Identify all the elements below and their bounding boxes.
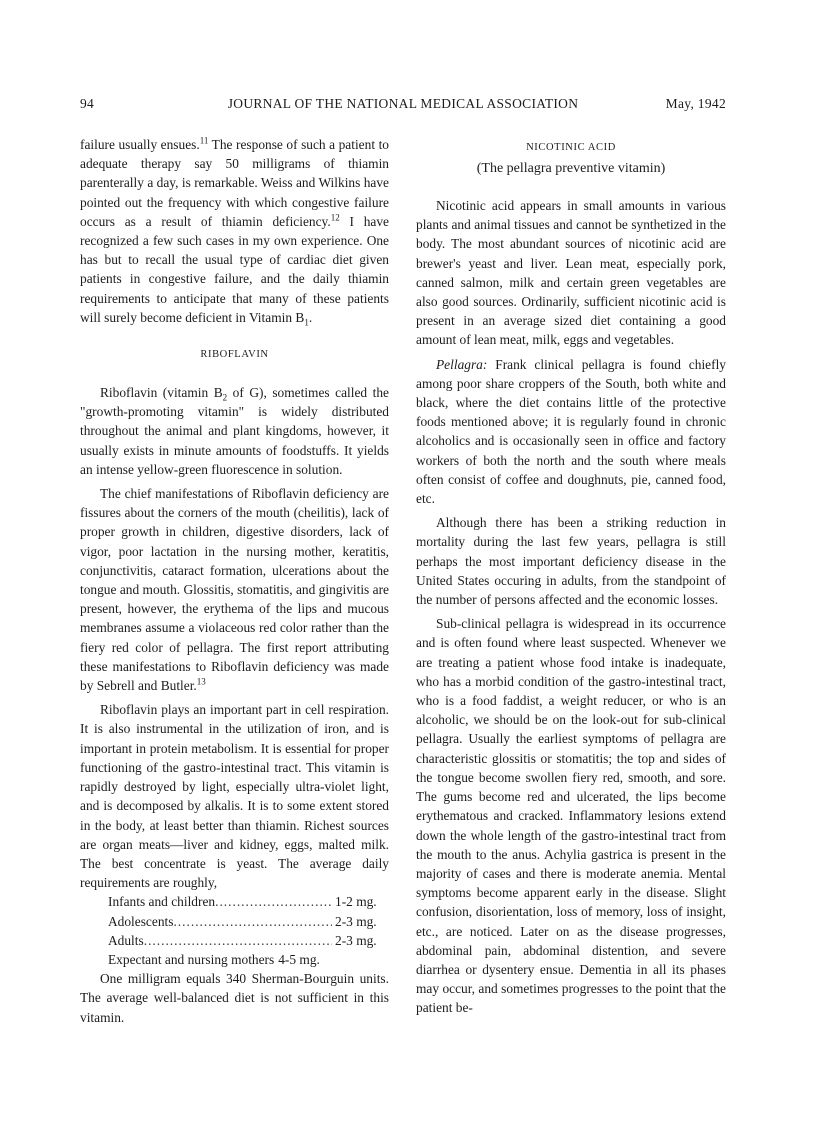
paragraph: failure usually ensues.$^{11}$ The response of such a patient to adequate therapy say 50 milligrams of thiamin parenterally a day, is remarkable. Weiss and Wilkins have pointed out the frequency with which congestive failure occurs as a result of thiamin deficiency.$^{12}$ I have recognized a few such cases in my own experience. One has but to recall the usual type of cardiac diet given patients in congestive failure, and the daily thiamin requirements to anticipate that many of these patients will surely become deficient in Vitamin $B_1$. [80,135,389,328]
journal-title: JOURNAL OF THE NATIONAL MEDICAL ASSOCIATION [227,96,579,111]
section-heading-riboflavin: RIBOFLAVIN [200,349,269,361]
footnote-ref: 11 [199,135,209,146]
list-item: Infants and children ..... 1-2 mg. [108,892,389,911]
footnote-ref: 12 [330,212,340,223]
paragraph: Pellagra: Frank clinical pellagra is found chiefly among poor share croppers of the South, both white and black, where the diet contains little of the protective foods mentioned above; it is regularly found in chronic alcoholics and is occasionally seen in office and factory workers of both the north and the south where meals often consist of coffee and doughnuts, pie, canned food, etc. [416,356,726,507]
list-item: Adolescents ..... 2-3 mg. [108,912,389,931]
footnote-ref: 13 [196,676,206,687]
paragraph: Riboflavin (vitamin $B_2$ of G), sometimes called the "growth-promoting vitamin" is widely distributed throughout the animal and plant kingdoms, however, it usually exists in minute amounts of foodstuffs. It yields an intense yellow-green fluorescence in solution. [80,385,389,477]
paragraph: The chief manifestations of Riboflavin deficiency are fissures about the corners of the mouth (cheilitis), lack of proper growth in children, digestive disorders, lack of vigor, poor lactation in the nursing mother, keratitis, conjunctivitis, cataract formation, ulcerations about the tongue and mouth. Glossitis, stomatitis, and gingivitis are present, however, the erythema of the lips and mucous membranes assume a violaceous red color rather than the fiery red color of pellagra. The first report attributing these manifestations to Riboflavin deficiency was made by Sebrell and Butler.$^{13}$ [80,486,389,694]
running-header [80,96,726,114]
requirements-list [108,892,389,969]
section-subheading: (The pellagra preventive vitamin) [476,161,666,176]
paragraph: One milligram equals 340 Sherman-Bourguin units. The average well-balanced diet is not sufficient in this vitamin. [80,971,389,1025]
page-number: 94 [80,96,95,111]
issue-date: May, 1942 [665,96,726,111]
paragraph: Although there has been a striking reduction in mortality during the last few years, pellagra is still perhaps the most important deficiency disease in the United States occuring in adults, from the standpoint of the number of persons affected and the economic losses. [416,515,726,608]
right-column [416,135,726,1018]
left-column [80,135,389,1027]
run-in-heading: Pellagra: [436,356,488,372]
list-item: Expectant and nursing mothers 4-5 mg. [108,951,320,967]
paragraph: Riboflavin plays an important part in cell respiration. It is also instrumental in the utilization of iron, and is important in protein metabolism. It is essential for proper functioning of the gastro-intestinal tract. This vitamin is rapidly destroyed by light, especially ultra-violet light, and is decomposed by alkalis. It is to some extent stored in the body, at least better than thiamin. Richest sources are organ meats—liver and kidney, eggs, malted milk. The best concentrate is yeast. The average daily requirements are roughly, [80,702,389,891]
section-heading-nicotinic-acid: NICOTINIC ACID [526,142,616,153]
paragraph: Sub-clinical pellagra is widespread in its occurrence and is often found where least suspected. Whenever we are treating a patient whose food intake is inadequate, who has a morbid condition of the gastro-intestinal tract, who is a food faddist, a weight reducer, or who is an alcoholic, we should be on the look-out for sub-clinical pellagra. Usually the earliest symptoms of pellagra are characteristic glossitis or stomatitis; the top and sides of the tongue become swollen fiery red, smooth, and sore. The gums become red and ulcerated, the lips become erythematous and cracked. Inflammatory lesions extend down the whole length of the gastro-intestinal tract from the mouth to the anus. Achylia gastrica is present in the majority of cases and there is moderate anemia. Mental symptoms become apparent early in the disease. Slight confusion, disorientation, loss of memory, loss of insight, etc., are noticed. Later on as the disease progresses, abdominal pain, abdominal distention, and severe diarrhea or dysentery ensue. Dementia in all its phases may occur, and sometimes progresses to the point that the patient be- [416,616,726,1016]
list-item: Adults ..... 2-3 mg. [108,931,389,950]
paragraph: Nicotinic acid appears in small amounts in various plants and animal tissues and cannot be synthetized in the body. The most abundant sources of nicotinic acid are brewer's yeast and liver. Lean meat, especially pork, canned salmon, milk and certain green vegetables are also good sources. Ordinarily, sufficient nicotinic acid is present in an average sized diet containing a good amount of lean meat, milk, eggs and vegetables. [416,198,726,348]
